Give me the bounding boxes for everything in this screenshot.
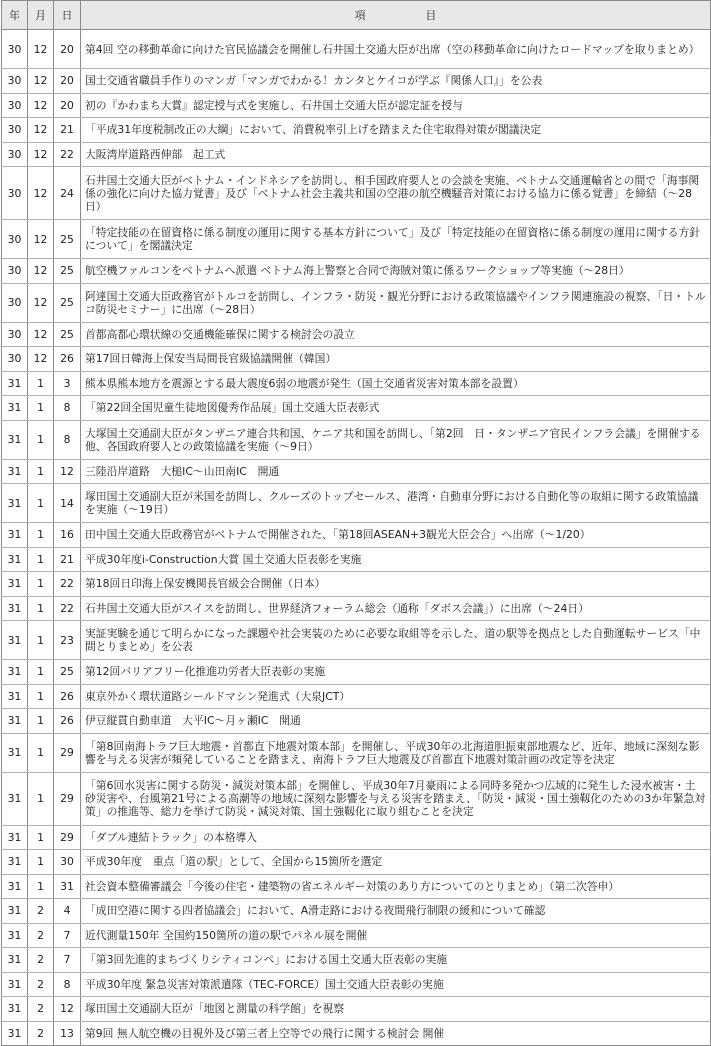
item-cell: 首都高都心環状線の交通機能確保に関する検討会の設立 (81, 322, 711, 347)
month-cell: 12 (28, 69, 54, 94)
month-cell: 1 (28, 547, 54, 572)
item-cell: 平成30年度i-Construction大賞 国土交通大臣表彰を実施 (81, 547, 711, 572)
item-cell: 三陸沿岸道路 大槌IC～山田南IC 開通 (81, 459, 711, 484)
day-cell: 25 (54, 322, 81, 347)
month-cell: 12 (28, 118, 54, 143)
table-row (2, 948, 711, 973)
table-row (2, 523, 711, 548)
month-cell: 1 (28, 572, 54, 597)
table-row (2, 596, 711, 621)
item-cell: 平成30年度 重点「道の駅」として、全国から15箇所を選定 (81, 850, 711, 875)
month-cell: 12 (28, 283, 54, 322)
table-row (2, 322, 711, 347)
table-row (2, 371, 711, 396)
table-row (2, 259, 711, 284)
year-cell: 30 (2, 30, 28, 69)
item-cell: 平成30年度 緊急災害対策派遣隊（TEC-FORCE）国土交通大臣表彰の実施 (81, 972, 711, 997)
table-row (2, 825, 711, 850)
table-row (2, 220, 711, 259)
day-cell: 25 (54, 259, 81, 284)
day-cell: 25 (54, 283, 81, 322)
day-cell: 31 (54, 874, 81, 899)
month-cell: 2 (28, 997, 54, 1022)
month-cell: 1 (28, 396, 54, 421)
item-cell: 大阪湾岸道路西伸部 起工式 (81, 142, 711, 167)
table-row (2, 547, 711, 572)
month-cell: 1 (28, 825, 54, 850)
year-cell: 31 (2, 396, 28, 421)
day-cell: 4 (54, 899, 81, 924)
item-cell: 田中国土交通大臣政務官がベトナムで開催された、「第18回ASEAN+3観光大臣会合」へ出席（～1/20） (81, 523, 711, 548)
item-cell: 第17回日韓海上保安当局間長官級協議開催（韓国） (81, 347, 711, 372)
day-cell: 25 (54, 220, 81, 259)
table-row (2, 572, 711, 597)
month-cell: 12 (28, 259, 54, 284)
month-cell: 1 (28, 484, 54, 523)
day-cell: 14 (54, 484, 81, 523)
day-cell: 29 (54, 772, 81, 825)
year-cell: 31 (2, 459, 28, 484)
table-row (2, 621, 711, 660)
table-row (2, 484, 711, 523)
day-cell: 26 (54, 709, 81, 734)
year-cell: 31 (2, 596, 28, 621)
year-cell: 31 (2, 709, 28, 734)
day-cell: 20 (54, 69, 81, 94)
table-row (2, 30, 711, 69)
year-cell: 31 (2, 660, 28, 685)
header-item: 項目 (81, 1, 711, 30)
year-cell: 31 (2, 1021, 28, 1046)
month-cell: 12 (28, 30, 54, 69)
table-row (2, 459, 711, 484)
table-row (2, 923, 711, 948)
year-cell: 31 (2, 772, 28, 825)
month-cell: 1 (28, 523, 54, 548)
table-row (2, 874, 711, 899)
day-cell: 22 (54, 596, 81, 621)
day-cell: 21 (54, 547, 81, 572)
day-cell: 12 (54, 459, 81, 484)
item-cell: 初の『かわまち大賞』認定授与式を実施し、石井国土交通大臣が認定証を授与 (81, 93, 711, 118)
header-day: 日 (54, 1, 81, 30)
year-cell: 30 (2, 259, 28, 284)
table-row (2, 118, 711, 143)
table-row (2, 772, 711, 825)
item-cell: 「第6回水災害に関する防災・減災対策本部」を開催し、平成30年7月豪雨による同時多発かつ広域的に発生した浸水被害・土砂災害や、台風第21号による高潮等の地域に深刻な影響を与える災害を踏まえ、「防災・減災・国土強靱化のための3か年緊急対策」の推進等、総力を挙げて防災・減災対策、国土強靱化に取り組むことを決定 (81, 772, 711, 825)
day-cell: 22 (54, 142, 81, 167)
month-cell: 12 (28, 167, 54, 220)
item-cell: 近代測量150年 全国約150箇所の道の駅でパネル展を開催 (81, 923, 711, 948)
item-cell: 「成田空港に関する四者協議会」において、A滑走路における夜間飛行制限の緩和について確認 (81, 899, 711, 924)
day-cell: 23 (54, 621, 81, 660)
day-cell: 30 (54, 850, 81, 875)
item-cell: 石井国土交通大臣がスイスを訪問し、世界経済フォーラム総会（通称「ダボス会議」）に出席（～24日） (81, 596, 711, 621)
year-cell: 30 (2, 93, 28, 118)
table-row (2, 1021, 711, 1046)
header-year: 年 (2, 1, 28, 30)
month-cell: 2 (28, 948, 54, 973)
table-row (2, 142, 711, 167)
table-row (2, 684, 711, 709)
table-row (2, 283, 711, 322)
day-cell: 16 (54, 523, 81, 548)
day-cell: 12 (54, 997, 81, 1022)
table-row (2, 709, 711, 734)
month-cell: 1 (28, 772, 54, 825)
day-cell: 8 (54, 420, 81, 459)
year-cell: 30 (2, 118, 28, 143)
month-cell: 1 (28, 850, 54, 875)
table-header (2, 1, 711, 30)
table-row (2, 420, 711, 459)
year-cell: 31 (2, 684, 28, 709)
year-cell: 31 (2, 371, 28, 396)
item-cell: 塚田国土交通副大臣が「地図と測量の科学館」を視察 (81, 997, 711, 1022)
table-row (2, 167, 711, 220)
year-cell: 31 (2, 547, 28, 572)
item-cell: 塚田国土交通副大臣が米国を訪問し、クルーズのトップセールス、港湾・自動車分野における自動化等の取組に関する政策協議を実施（～19日） (81, 484, 711, 523)
day-cell: 20 (54, 30, 81, 69)
day-cell: 8 (54, 972, 81, 997)
day-cell: 22 (54, 572, 81, 597)
day-cell: 21 (54, 118, 81, 143)
header-month: 月 (28, 1, 54, 30)
item-cell: 大塚国土交通副大臣がタンザニア連合共和国、ケニア共和国を訪問し、「第2回 日・タンザニア官民インフラ会議」を開催する他、各国政府要人との政策協議を実施（～9日） (81, 420, 711, 459)
year-cell: 31 (2, 484, 28, 523)
day-cell: 3 (54, 371, 81, 396)
year-cell: 30 (2, 167, 28, 220)
table-row (2, 899, 711, 924)
month-cell: 1 (28, 733, 54, 772)
month-cell: 1 (28, 371, 54, 396)
year-cell: 31 (2, 874, 28, 899)
year-cell: 31 (2, 948, 28, 973)
table-row (2, 733, 711, 772)
month-cell: 1 (28, 459, 54, 484)
item-cell: 第9回 無人航空機の目視外及び第三者上空等での飛行に関する検討会 開催 (81, 1021, 711, 1046)
month-cell: 12 (28, 322, 54, 347)
month-cell: 2 (28, 972, 54, 997)
day-cell: 29 (54, 825, 81, 850)
year-cell: 31 (2, 825, 28, 850)
month-cell: 12 (28, 93, 54, 118)
month-cell: 1 (28, 684, 54, 709)
day-cell: 24 (54, 167, 81, 220)
month-cell: 12 (28, 347, 54, 372)
year-cell: 31 (2, 850, 28, 875)
year-cell: 31 (2, 621, 28, 660)
day-cell: 20 (54, 93, 81, 118)
item-cell: 第12回バリアフリー化推進功労者大臣表彰の実施 (81, 660, 711, 685)
year-cell: 30 (2, 322, 28, 347)
year-cell: 30 (2, 220, 28, 259)
item-cell: 「第8回南海トラフ巨大地震・首都直下地震対策本部」を開催し、平成30年の北海道胆振東部地震など、近年、地域に深刻な影響を与える災害が頻発していることを踏まえ、南海トラフ巨大地震及び首都直下地震対策計画の改定等を決定 (81, 733, 711, 772)
item-cell: 「特定技能の在留資格に係る制度の運用に関する基本方針について」及び「特定技能の在留資格に係る制度の運用に関する方針について」を閣議決定 (81, 220, 711, 259)
year-cell: 31 (2, 899, 28, 924)
table-row (2, 396, 711, 421)
year-cell: 31 (2, 420, 28, 459)
day-cell: 26 (54, 684, 81, 709)
table-row (2, 93, 711, 118)
chronology-table (1, 0, 711, 1046)
day-cell: 25 (54, 660, 81, 685)
table-row (2, 347, 711, 372)
day-cell: 7 (54, 948, 81, 973)
item-cell: 「ダブル連結トラック」の本格導入 (81, 825, 711, 850)
month-cell: 12 (28, 220, 54, 259)
month-cell: 1 (28, 709, 54, 734)
item-cell: 実証実験を通じて明らかになった課題や社会実装のために必要な取組等を示した、道の駅等を拠点とした自動運転サービス「中間とりまとめ」を公表 (81, 621, 711, 660)
day-cell: 29 (54, 733, 81, 772)
day-cell: 7 (54, 923, 81, 948)
year-cell: 30 (2, 142, 28, 167)
item-cell: 「第22回全国児童生徒地図優秀作品展」国土交通大臣表彰式 (81, 396, 711, 421)
table-row (2, 850, 711, 875)
table-row (2, 997, 711, 1022)
month-cell: 12 (28, 142, 54, 167)
item-cell: 「第3回先進的まちづくりシティコンペ」における国土交通大臣表彰の実施 (81, 948, 711, 973)
month-cell: 1 (28, 420, 54, 459)
year-cell: 31 (2, 733, 28, 772)
month-cell: 2 (28, 1021, 54, 1046)
day-cell: 8 (54, 396, 81, 421)
item-cell: 東京外かく環状道路シールドマシン発進式（大泉JCT） (81, 684, 711, 709)
month-cell: 2 (28, 899, 54, 924)
table-row (2, 69, 711, 94)
year-cell: 31 (2, 572, 28, 597)
year-cell: 31 (2, 923, 28, 948)
month-cell: 1 (28, 660, 54, 685)
year-cell: 30 (2, 69, 28, 94)
year-cell: 31 (2, 997, 28, 1022)
table-body (2, 30, 711, 1046)
item-cell: 石井国土交通大臣がベトナム・インドネシアを訪問し、相手国政府要人との会談を実施、ベトナム交通運輸省との間で「海事関係の強化に向けた協力覚書」及び「ベトナム社会主義共和国の空港の航空機騒音対策における協力に係る覚書」を締結（～28日） (81, 167, 711, 220)
year-cell: 31 (2, 523, 28, 548)
item-cell: 国土交通省職員手作りのマンガ「マンガでわかる！カンタとケイコが学ぶ『関係人口』」を公表 (81, 69, 711, 94)
table-row (2, 660, 711, 685)
month-cell: 1 (28, 596, 54, 621)
item-cell: 熊本県熊本地方を震源とする最大震度6弱の地震が発生（国土交通省災害対策本部を設置） (81, 371, 711, 396)
day-cell: 26 (54, 347, 81, 372)
table-row (2, 972, 711, 997)
item-cell: 伊豆縦貫自動車道 大平IC～月ヶ瀬IC 開通 (81, 709, 711, 734)
year-cell: 31 (2, 972, 28, 997)
year-cell: 30 (2, 283, 28, 322)
month-cell: 2 (28, 923, 54, 948)
item-cell: 航空機ファルコンをベトナムへ派遣 ベトナム海上警察と合同で海賊対策に係るワークショップ等実施（～28日） (81, 259, 711, 284)
item-cell: 阿達国土交通大臣政務官がトルコを訪問し、インフラ・防災・観光分野における政策協議やインフラ関連施設の視察、「日・トルコ防災セミナー」に出席（～28日） (81, 283, 711, 322)
item-cell: 社会資本整備審議会「今後の住宅・建築物の省エネルギー対策のあり方についてのとりまとめ」（第二次答申） (81, 874, 711, 899)
item-cell: 第4回 空の移動革命に向けた官民協議会を開催し石井国土交通大臣が出席（空の移動革命に向けたロードマップを取りまとめ） (81, 30, 711, 69)
item-cell: 「平成31年度税制改正の大綱」において、消費税率引上げを踏まえた住宅取得対策が閣議決定 (81, 118, 711, 143)
year-cell: 30 (2, 347, 28, 372)
item-cell: 第18回日印海上保安機関長官級会合開催（日本） (81, 572, 711, 597)
month-cell: 1 (28, 874, 54, 899)
month-cell: 1 (28, 621, 54, 660)
day-cell: 13 (54, 1021, 81, 1046)
